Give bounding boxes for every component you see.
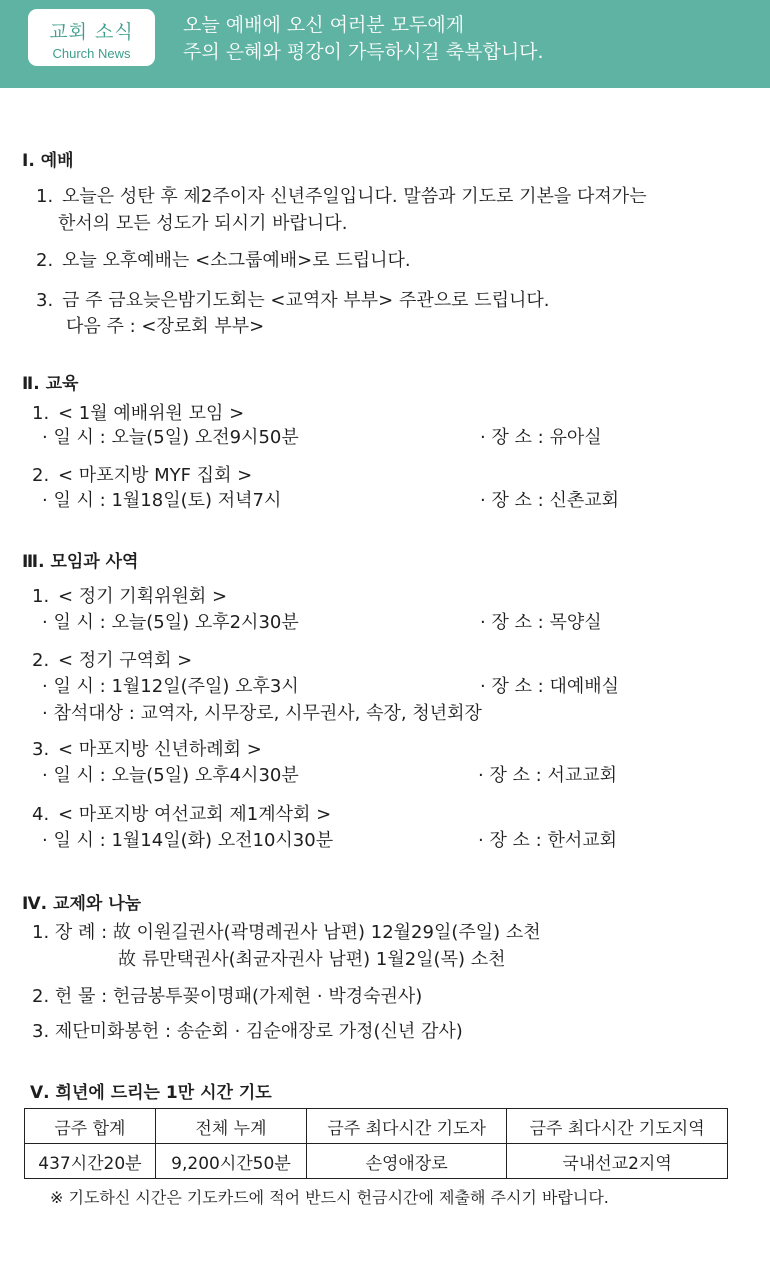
worship-item-1-cont: 한서의 모든 성도가 되시기 바랍니다. [58,213,348,234]
worship-item-3-cont: 다음 주 : <장로회 부부> [66,316,265,337]
meeting-item-2-time: · 일 시 : 1월12일(주일) 오후3시 [42,676,299,697]
table-header-cell: 금주 최다시간 기도자 [307,1109,507,1144]
table-row [25,1144,728,1179]
prayer-note: ※ 기도하신 시간은 기도카드에 적어 반드시 헌금시간에 제출해 주시기 바랍니다. [50,1188,609,1207]
meeting-item-3-title: < 마포지방 신년하례회 > [58,739,262,760]
education-item-1-title: < 1월 예배위원 모임 > [58,403,245,424]
section-title-prayer: Ⅴ. 희년에 드리는 1만 시간 기도 [30,1083,272,1103]
table-header-cell: 금주 최다시간 기도지역 [507,1109,728,1144]
meeting-item-1-time: · 일 시 : 오늘(5일) 오후2시30분 [42,612,299,633]
worship-item-1 [36,182,647,208]
section-title-education: Ⅱ. 교육 [22,374,79,394]
worship-item-3-text: 금 주 금요늦은밤기도회는 <교역자 부부> 주관으로 드립니다. [62,290,550,311]
meeting-item-2-number: 2. [32,650,50,671]
meeting-item-2-place: · 장 소 : 대예배실 [480,676,620,697]
badge-title-en: Church News [52,46,131,61]
table-cell: 손영애장로 [307,1144,507,1179]
meeting-item-3 [32,735,262,761]
section-title-meetings: Ⅲ. 모임과 사역 [22,552,139,572]
meeting-item-4-title: < 마포지방 여선교회 제1계삭회 > [58,804,332,825]
worship-item-3-number: 3. [36,290,54,311]
meeting-item-4 [32,800,331,826]
worship-item-2 [36,246,411,272]
greeting-line-2: 주의 은혜와 평강이 가득하시길 축복합니다. [183,41,544,63]
church-news-badge [28,9,155,66]
education-item-2-number: 2. [32,465,50,486]
meeting-item-2-title: < 정기 구역회 > [58,650,193,671]
table-cell: 9,200시간50분 [155,1144,306,1179]
meeting-item-3-place: · 장 소 : 서교교회 [478,765,618,786]
meeting-item-4-time: · 일 시 : 1월14일(화) 오전10시30분 [42,830,334,851]
fellowship-item-1: 1. 장 례 : 故 이원길권사(곽명례권사 남편) 12월29일(주일) 소천 [32,922,541,943]
prayer-summary-table [24,1108,728,1179]
worship-item-1-number: 1. [36,186,54,207]
meeting-item-1 [32,582,227,608]
table-header-cell: 전체 누계 [155,1109,306,1144]
table-header-cell: 금주 합계 [25,1109,156,1144]
table-header-row [25,1109,728,1144]
fellowship-item-1-cont: 故 류만택권사(최균자권사 남편) 1월2일(목) 소천 [118,949,506,970]
fellowship-item-2: 2. 헌 물 : 헌금봉투꽂이명패(가제현 · 박경숙권사) [32,986,423,1007]
table-cell: 국내선교2지역 [507,1144,728,1179]
education-item-2-time: · 일 시 : 1월18일(토) 저녁7시 [42,490,282,511]
meeting-item-1-place: · 장 소 : 목양실 [480,612,602,633]
meeting-item-1-title: < 정기 기획위원회 > [58,586,228,607]
worship-item-2-text: 오늘 오후예배는 <소그룹예배>로 드립니다. [62,250,411,271]
education-item-1-place: · 장 소 : 유아실 [480,427,602,448]
meeting-item-3-time: · 일 시 : 오늘(5일) 오후4시30분 [42,765,299,786]
greeting-line-1: 오늘 예배에 오신 여러분 모두에게 [183,14,465,36]
section-title-fellowship: Ⅳ. 교제와 나눔 [22,894,142,914]
education-item-1-number: 1. [32,403,50,424]
meeting-item-2 [32,646,192,672]
fellowship-item-3: 3. 제단미화봉헌 : 송순회 · 김순애장로 가정(신년 감사) [32,1021,463,1042]
education-item-2-place: · 장 소 : 신촌교회 [480,490,620,511]
meeting-item-4-place: · 장 소 : 한서교회 [478,830,618,851]
header-banner [0,0,770,88]
worship-item-1-text: 오늘은 성탄 후 제2주이자 신년주일입니다. 말씀과 기도로 기본을 다져가는 [62,186,647,207]
meeting-item-1-number: 1. [32,586,50,607]
meeting-item-4-number: 4. [32,804,50,825]
education-item-1-time: · 일 시 : 오늘(5일) 오전9시50분 [42,427,299,448]
worship-item-2-number: 2. [36,250,54,271]
greeting [183,12,544,66]
education-item-1 [32,399,244,425]
education-item-2-title: < 마포지방 MYF 집회 > [58,465,253,486]
education-item-2 [32,461,252,487]
table-cell: 437시간20분 [25,1144,156,1179]
worship-item-3 [36,286,550,312]
meeting-item-3-number: 3. [32,739,50,760]
badge-title-ko: 교회 소식 [49,21,134,43]
meeting-item-2-attendees: · 참석대상 : 교역자, 시무장로, 시무권사, 속장, 청년회장 [42,703,482,724]
section-title-worship: Ⅰ. 예배 [22,151,74,171]
